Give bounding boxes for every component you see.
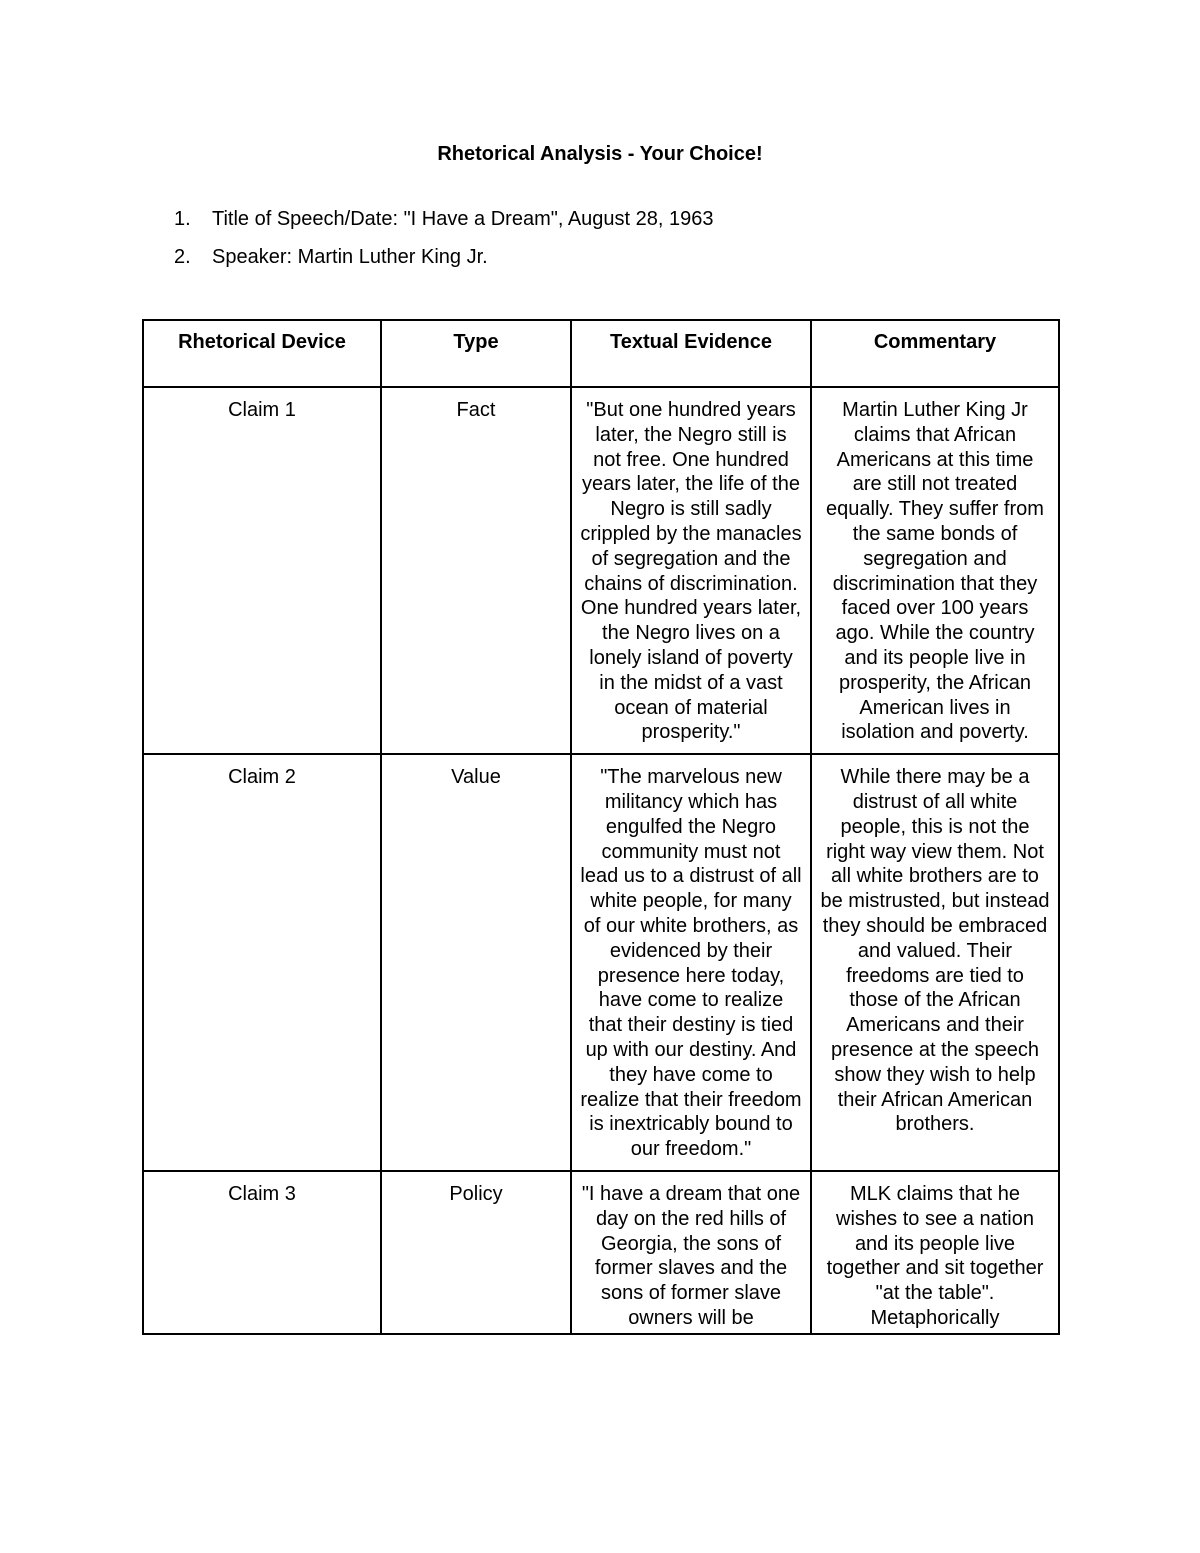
device-cell: Claim 1 <box>143 387 381 754</box>
page-title: Rhetorical Analysis - Your Choice! <box>437 143 763 165</box>
type-cell: Value <box>381 754 571 1171</box>
evidence-cell: "The marvelous new militancy which has engulfed the Negro community must not lead us to a distrust of all white people, for many of our white brothers, as evidenced by their presence here today, have come to realize that their destiny is tied up with our destiny. And they have come to realize that their freedom is inextricably bound to our freedom." <box>571 754 811 1171</box>
evidence-cell: "I have a dream that one day on the red hills of Georgia, the sons of former slaves and the sons of former slave owners will be <box>571 1171 811 1334</box>
type-cell: Fact <box>381 387 571 754</box>
device-cell: Claim 3 <box>143 1171 381 1334</box>
type-cell: Policy <box>381 1171 571 1334</box>
header-commentary: Commentary <box>811 320 1059 387</box>
table-row <box>143 387 1059 754</box>
list-item <box>174 244 714 270</box>
commentary-cell: While there may be a distrust of all white people, this is not the right way view them. Not all white brothers are to be mistrusted, but instead they should be embraced and valued. Their freedoms are tied to those of the African Americans and their presence at the speech show they wish to help their African American brothers. <box>811 754 1059 1171</box>
evidence-cell: "But one hundred years later, the Negro still is not free. One hundred years later, the life of the Negro is still sadly crippled by the manacles of segregation and the chains of discrimination. One hundred years later, the Negro lives on a lonely island of poverty in the midst of a vast ocean of material prosperity." <box>571 387 811 754</box>
table-row <box>143 1171 1059 1334</box>
header-type: Type <box>381 320 571 387</box>
table-row <box>143 754 1059 1171</box>
list-number: 1. <box>174 208 191 230</box>
commentary-cell: Martin Luther King Jr claims that African Americans at this time are still not treated equally. They suffer from the same bonds of segregation and discrimination that they faced over 100 years ago. While the country and its people live in prosperity, the African American lives in isolation and poverty. <box>811 387 1059 754</box>
header-rhetorical-device: Rhetorical Device <box>143 320 381 387</box>
header-textual-evidence: Textual Evidence <box>571 320 811 387</box>
commentary-cell: MLK claims that he wishes to see a nation and its people live together and sit together "at the table". Metaphorically <box>811 1171 1059 1334</box>
table-header-row <box>143 320 1059 387</box>
speech-title-date: Title of Speech/Date: "I Have a Dream", August 28, 1963 <box>212 208 714 230</box>
rhetorical-analysis-table <box>142 319 1060 1335</box>
list-item <box>174 206 714 232</box>
list-number: 2. <box>174 246 191 268</box>
speaker: Speaker: Martin Luther King Jr. <box>212 246 488 268</box>
speech-info-list <box>174 206 714 282</box>
device-cell: Claim 2 <box>143 754 381 1171</box>
